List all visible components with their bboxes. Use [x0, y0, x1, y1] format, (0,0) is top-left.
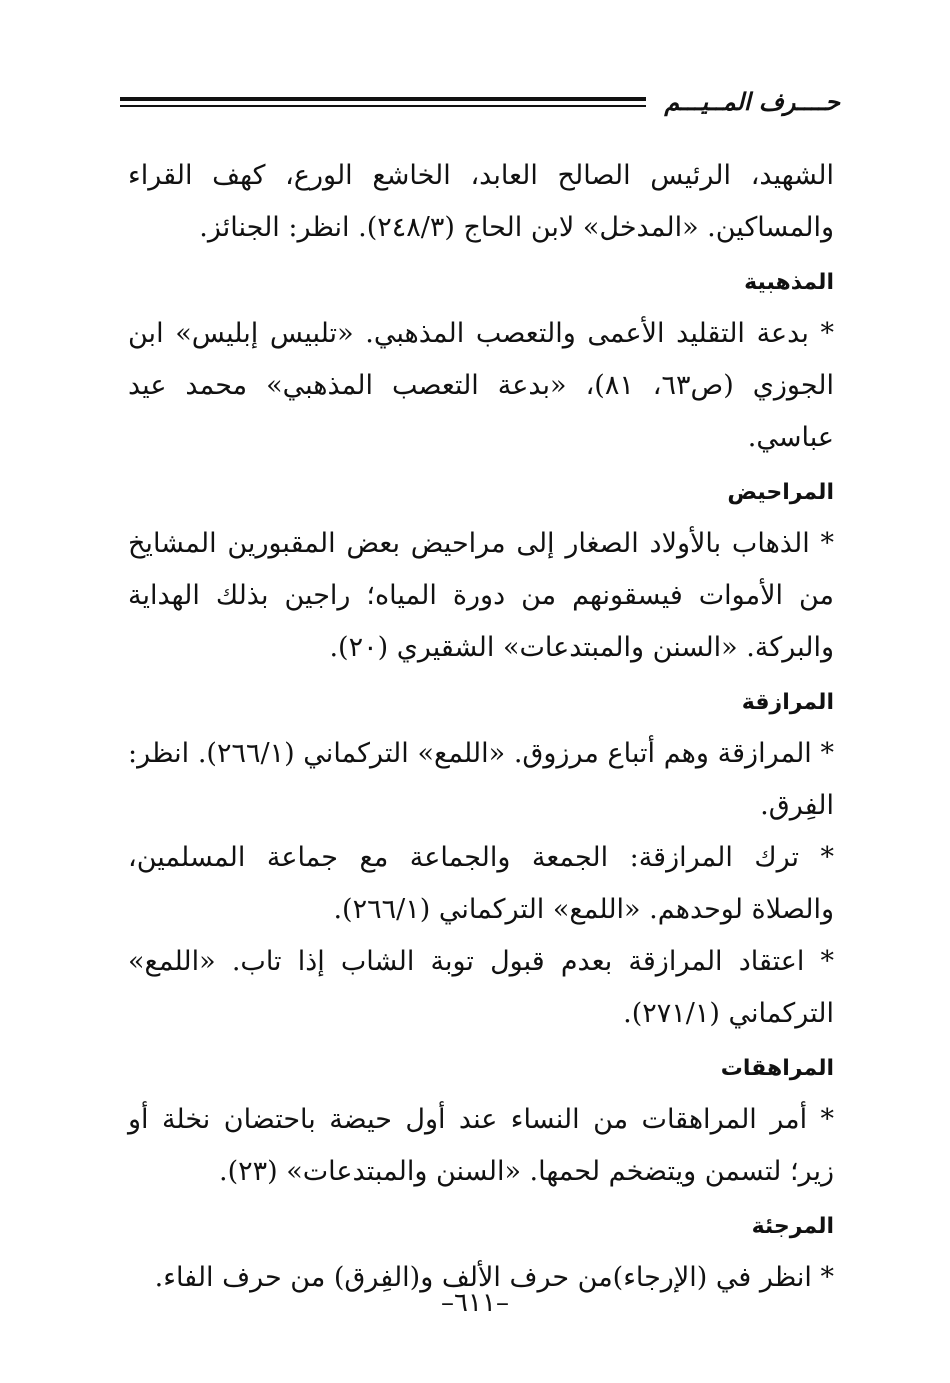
header-rule-thick	[120, 97, 646, 101]
entry-text: * الذهاب بالأولاد الصغار إلى مراحيض بعض المقبورين المشايخ من الأموات فيسقونهم من دورة المياه؛ راجين بذلك الهداية والبركة. «السنن والمبتدعات» الشقيري (٢٠).	[128, 528, 834, 663]
section-madhhabiyya	[128, 268, 834, 464]
header-rule-thin	[120, 105, 646, 107]
section-heading: المراهقات	[720, 1056, 834, 1081]
entry-text: * أمر المراهقات من النساء عند أول حيضة باحتضان نخلة أو زير؛ لتسمن ويتضخم لحمها. «السنن والمبتدعات» (٢٣).	[128, 1104, 834, 1187]
section-heading: المذهبية	[744, 270, 834, 295]
section-murahiqat	[128, 1054, 834, 1198]
continued-paragraph	[128, 150, 834, 254]
entry-text: * المرازقة وهم أتباع مرزوق. «اللمع» التركماني (٢٦٦/١). انظر: الفِرق.	[128, 738, 834, 821]
header-double-rule	[120, 97, 646, 107]
page-content	[128, 150, 834, 1314]
running-header	[120, 82, 840, 122]
section-heading: المرجئة	[751, 1214, 834, 1239]
section-heading: المراحيض	[727, 480, 834, 505]
entry-text: * ترك المرازقة: الجمعة والجماعة مع جماعة المسلمين، والصلاة لوحدهم. «اللمع» التركماني (٢٦٦/١).	[128, 842, 834, 925]
section-marazqa	[128, 688, 834, 1040]
section-heading: المرازقة	[741, 690, 834, 715]
entry-text: * اعتقاد المرازقة بعدم قبول توبة الشاب إذا تاب. «اللمع» التركماني (٢٧١/١).	[128, 946, 834, 1029]
paragraph-text: الشهيد، الرئيس الصالح العابد، الخاشع الورع، كهف القراء والمساكين. «المدخل» لابن الحاج (٢٤٨/٣). انظر: الجنائز.	[128, 160, 834, 243]
running-header-title: حــــرف المــيـــم	[664, 88, 840, 116]
entry-text: * بدعة التقليد الأعمى والتعصب المذهبي. «تلبيس إبليس» ابن الجوزي (ص٦٣، ٨١)، «بدعة التعصب المذهبي» محمد عيد عباسي.	[128, 318, 834, 453]
entry-text: * انظر في (الإرجاء)من حرف الألف و(الفِرق) من حرف الفاء.	[154, 1262, 834, 1293]
section-marahid	[128, 478, 834, 674]
page-number: –٦١١–	[441, 1288, 509, 1318]
